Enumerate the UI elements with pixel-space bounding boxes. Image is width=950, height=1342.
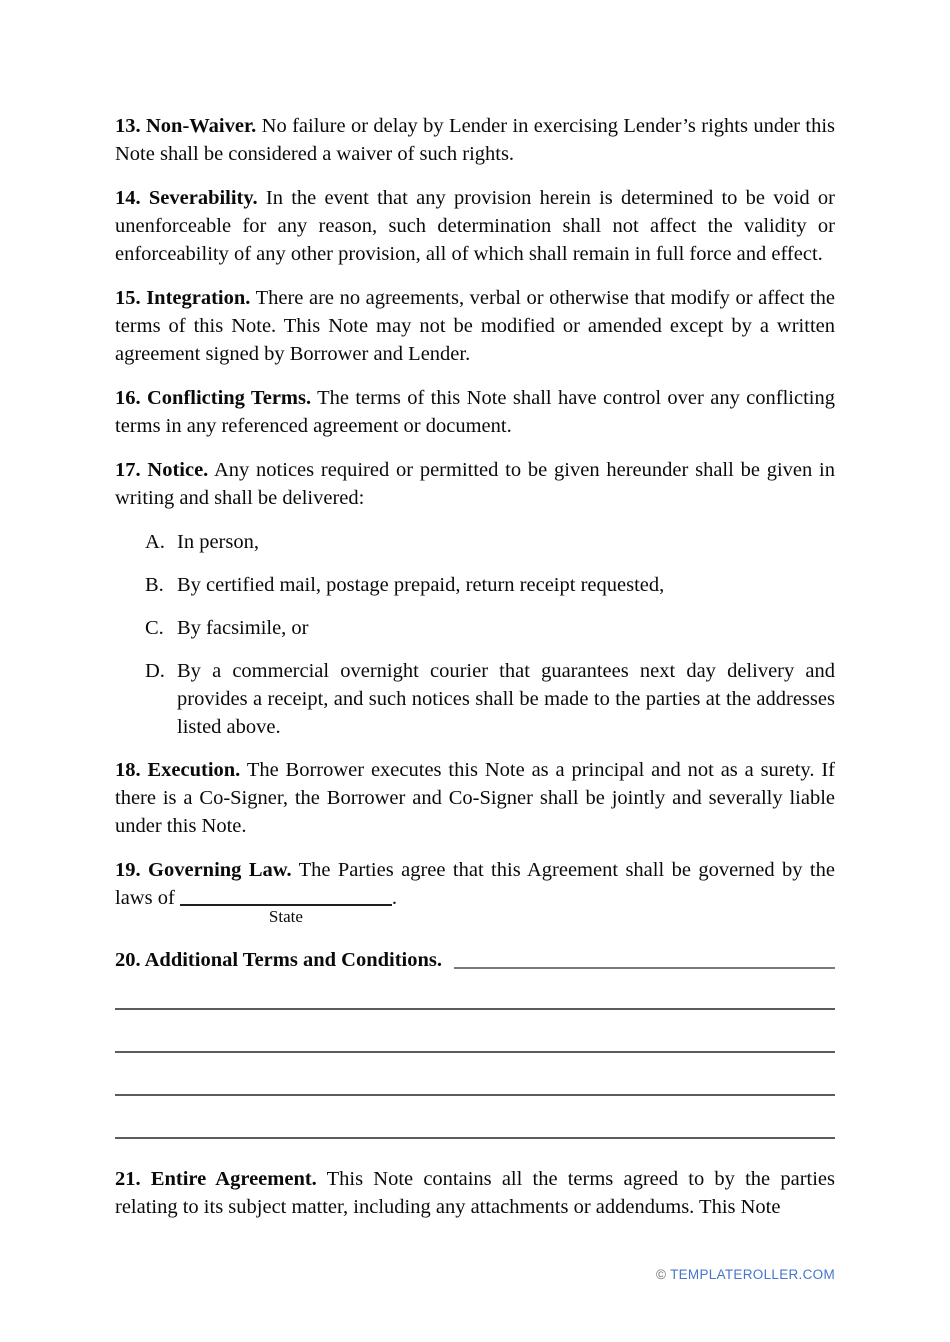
list-item-letter: B.: [145, 574, 164, 596]
list-item-text: By certified mail, postage prepaid, return receipt requested,: [177, 574, 665, 596]
section-13-body: No failure or delay by Lender in exercising Lender’s rights under this Note shall be considered a waiver of such rights.: [115, 115, 835, 165]
section-21-paragraph: [115, 1165, 835, 1221]
section-21-body: This Note contains all the terms agreed to by the parties relating to its subject matter, including any attachments or addendums. This Note: [115, 1168, 835, 1218]
section-17-heading: 17. Notice.: [115, 459, 209, 481]
section-19-body: The Parties agree that this Agreement shall be governed by the laws of: [115, 859, 835, 909]
list-item: [115, 528, 835, 556]
list-item-letter: D.: [145, 660, 165, 682]
list-item-letter: A.: [145, 531, 165, 553]
section-14-heading: 14. Severability.: [115, 187, 258, 209]
list-item: [115, 614, 835, 642]
blank-line: [115, 1053, 835, 1096]
blank-line: [115, 1010, 835, 1053]
section-16-body: The terms of this Note shall have control over any conflicting terms in any referenced agreement or document.: [115, 387, 835, 437]
additional-terms-write-in-area: [115, 974, 835, 1139]
section-21-heading: 21. Entire Agreement.: [115, 1168, 317, 1190]
section-14-body: In the event that any provision herein is determined to be void or unenforceable for any reason, such determination shall not affect the validity or enforceability of any other provision, all of which shall remain in full force and effect.: [115, 187, 835, 265]
list-item-text: In person,: [177, 531, 259, 553]
list-item-letter: C.: [145, 617, 164, 639]
footer: [656, 1266, 835, 1283]
section-15-paragraph: [115, 284, 835, 368]
section-15-body: There are no agreements, verbal or otherwise that modify or affect the terms of this Note. This Note may not be modified or amended except by a written agreement signed by Borrower and Lender.: [115, 287, 835, 365]
copyright-symbol: ©: [656, 1267, 667, 1282]
section-13-heading: 13. Non-Waiver.: [115, 115, 257, 137]
section-18-heading: 18. Execution.: [115, 759, 241, 781]
list-item-text: By facsimile, or: [177, 617, 309, 639]
list-item: [115, 657, 835, 741]
section-17-paragraph: [115, 456, 835, 512]
templateroller-link[interactable]: TEMPLATEROLLER.COM: [670, 1267, 835, 1282]
section-14-paragraph: [115, 184, 835, 268]
section-20-paragraph: [115, 946, 835, 974]
section-17-body: Any notices required or permitted to be given hereunder shall be given in writing and shall be delivered:: [115, 459, 835, 509]
state-label: State: [268, 907, 303, 926]
list-item-text: By a commercial overnight courier that guarantees next day delivery and provides a receipt, and such notices shall be made to the parties at the addresses listed above.: [177, 660, 835, 738]
section-19-heading: 19. Governing Law.: [115, 859, 292, 881]
additional-terms-blank-line: [454, 967, 835, 969]
document-content: [115, 112, 835, 1237]
list-item: [115, 571, 835, 599]
blank-line: [115, 974, 835, 1010]
section-18-paragraph: [115, 756, 835, 840]
notice-delivery-list: [115, 528, 835, 741]
state-blank-field: [180, 886, 392, 926]
blank-line: [115, 1096, 835, 1139]
section-16-paragraph: [115, 384, 835, 440]
section-20-heading: 20. Additional Terms and Conditions.: [115, 949, 442, 971]
section-19-period: .: [391, 887, 398, 909]
section-13-paragraph: [115, 112, 835, 168]
section-15-heading: 15. Integration.: [115, 287, 251, 309]
section-16-heading: 16. Conflicting Terms.: [115, 387, 312, 409]
section-18-body: The Borrower executes this Note as a principal and not as a surety. If there is a Co-Signer, the Borrower and Co-Signer shall be jointly and severally liable under this Note.: [115, 759, 835, 837]
section-19-paragraph: [115, 856, 835, 926]
